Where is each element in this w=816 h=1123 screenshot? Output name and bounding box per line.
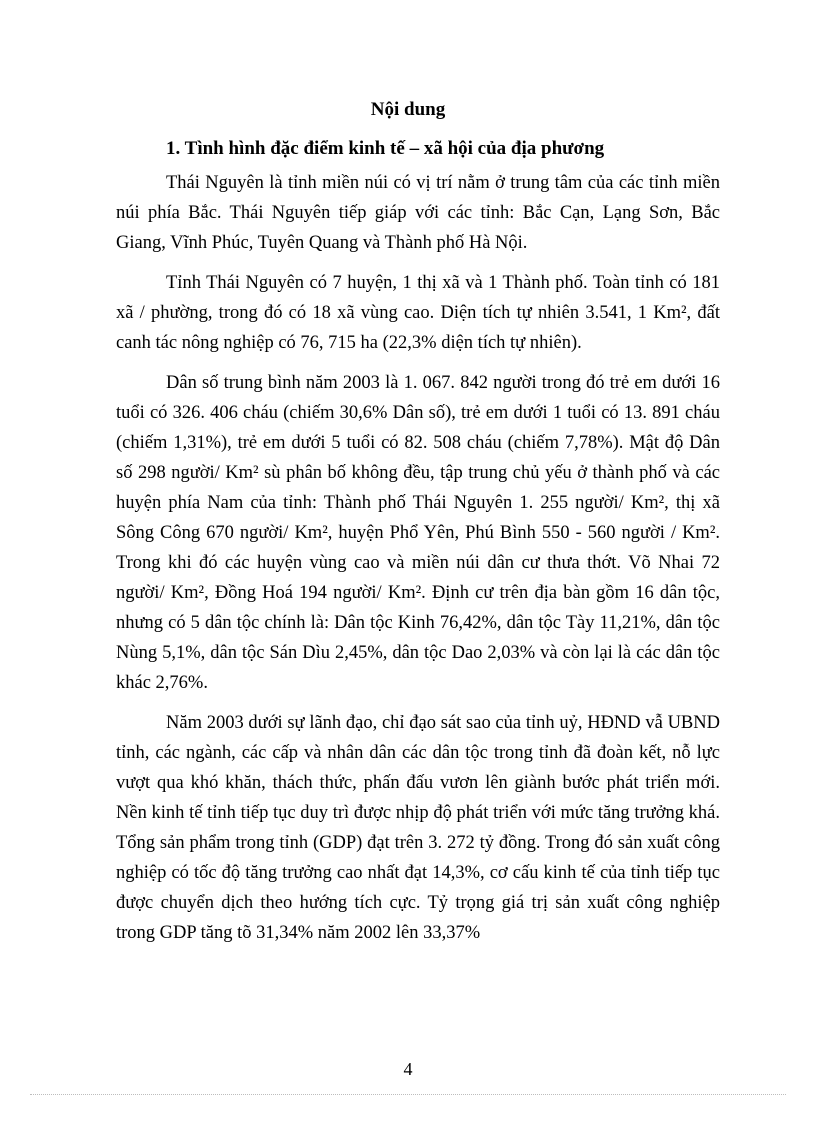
paragraph-population: Dân số trung bình năm 2003 là 1. 067. 842 người trong đó trẻ em dưới 16 tuổi có 326. 406 cháu (chiếm 30,6% Dân số), trẻ em dưới 1 tuổi có 13. 891 cháu (chiếm 1,31%), trẻ em dưới 5 tuổi có 82. 508 cháu (chiếm 7,78%). Mật độ Dân số 298 người/ Km² sù phân bố không đều, tập trung chủ yếu ở thành phố và các huyện phía Nam của tỉnh: Thành phố Thái Nguyên 1. 255 người/ Km², thị xã Sông Công 670 người/ Km², huyện Phổ Yên, Phú Bình 550 - 560 người / Km². Trong khi đó các huyện vùng cao và miền núi dân cư thưa thớt. Võ Nhai 72 người/ Km², Đồng Hoá 194 người/ Km². Định cư trên địa bàn gồm 16 dân tộc, nhưng có 5 dân tộc chính là: Dân tộc Kinh 76,42%, dân tộc Tày 11,21%, dân tộc Nùng 5,1%, dân tộc Sán Dìu 2,45%, dân tộc Dao 2,03% và còn lại là các dân tộc khác 2,76%. — [116, 373, 720, 693]
paragraph-economy: Năm 2003 dưới sự lãnh đạo, chỉ đạo sát sao của tỉnh uỷ, HĐND vẫ UBND tỉnh, các ngành, các cấp và nhân dân các dân tộc trong tỉnh đã đoàn kết, nỗ lực vượt qua khó khăn, thách thức, phấn đấu vươn lên giành bước phát triển mới. Nền kinh tế tỉnh tiếp tục duy trì được nhịp độ phát triển với mức tăng trưởng khá. Tổng sản phẩm trong tỉnh (GDP) đạt trên 3. 272 tỷ đồng. Trong đó sản xuất công nghiệp có tốc độ tăng trưởng cao nhất đạt 14,3%, cơ cấu kinh tế của tỉnh tiếp tục được chuyển dịch theo hướng tích cực. Tỷ trọng giá trị sản xuất công nghiệp trong GDP tăng tõ 31,34% năm 2002 lên 33,37% — [116, 713, 720, 943]
body-text — [116, 168, 720, 958]
section-heading: 1. Tình hình đặc điểm kinh tế – xã hội của địa phương — [166, 138, 605, 159]
page-bottom-divider — [30, 1094, 786, 1095]
page-title: Nội dung — [370, 99, 446, 120]
paragraph-location: Thái Nguyên là tỉnh miền núi có vị trí nằm ở trung tâm của các tỉnh miền núi phía Bắc. Thái Nguyên tiếp giáp với các tỉnh: Bắc Cạn, Lạng Sơn, Bắc Giang, Vĩnh Phúc, Tuyên Quang và Thành phố Hà Nội. — [116, 173, 720, 253]
page-number: 4 — [403, 1059, 413, 1079]
paragraph-administration: Tỉnh Thái Nguyên có 7 huyện, 1 thị xã và 1 Thành phố. Toàn tỉnh có 181 xã / phường, trong đó có 18 xã vùng cao. Diện tích tự nhiên 3.541, 1 Km², đất canh tác nông nghiệp có 76, 715 ha (22,3% diện tích tự nhiên). — [116, 273, 720, 353]
